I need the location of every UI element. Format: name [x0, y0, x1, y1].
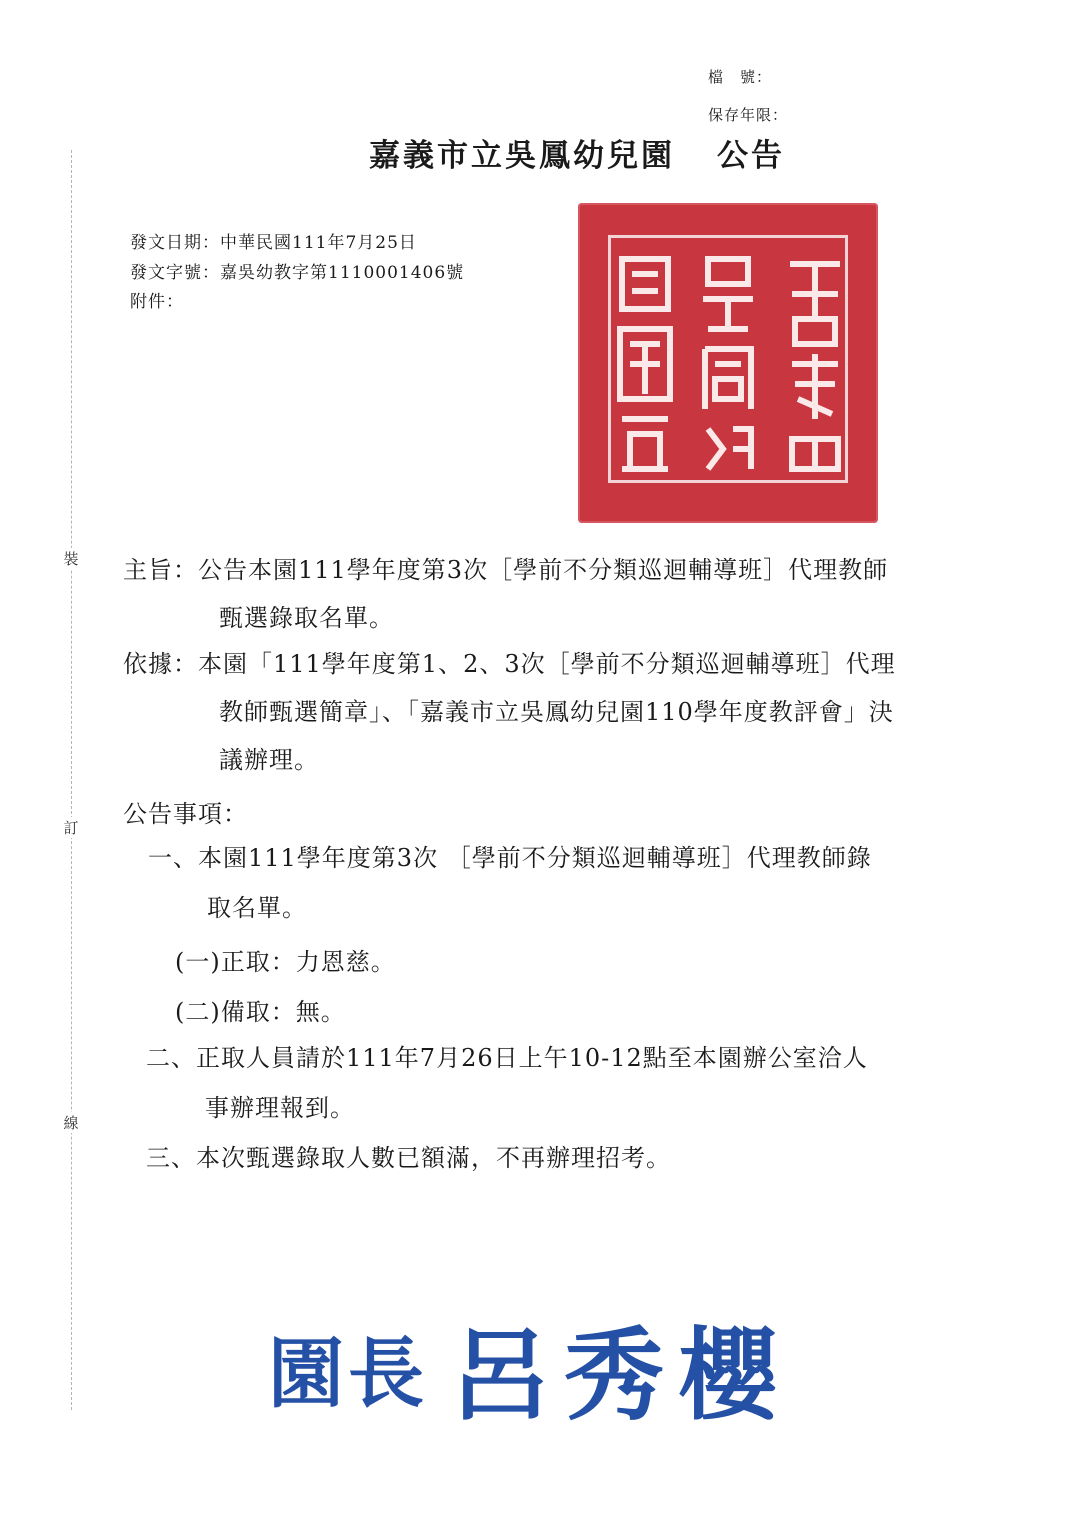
title-organization: 嘉義市立吳鳳幼兒園: [369, 138, 675, 174]
signature-title: 園長: [268, 1329, 428, 1418]
seal-text-col-3: [610, 249, 680, 499]
binding-char-ding: 訂: [58, 817, 84, 838]
notice-sub-2: (二)備取：無。: [175, 998, 346, 1026]
binding-char-xian: 線: [58, 1112, 84, 1133]
notice-item-1-line-2: 取名單。: [207, 894, 307, 922]
binding-char-zhuang: 裝: [58, 548, 84, 569]
seal-glyphs-middle: [693, 249, 763, 479]
notice-item-2-line-2: 事辦理報到。: [205, 1094, 355, 1122]
basis-line-1: 依據：本園「111學年度第1、2、3次［學前不分類巡迴輔導班］代理: [123, 650, 896, 678]
attachment-label: 附件：: [130, 292, 184, 312]
subject-line-1: 主旨：公告本園111學年度第3次［學前不分類巡迴輔導班］代理教師: [123, 556, 889, 584]
signature-name: 呂秀櫻: [450, 1317, 792, 1434]
notice-item-2-line-1: 二、正取人員請於111年7月26日上午10-12點至本園辦公室洽人: [146, 1044, 868, 1072]
title-doc-type: 公告: [717, 138, 785, 174]
basis-line-3: 議辦理。: [219, 746, 319, 774]
notice-item-1-line-1: 一、本園111學年度第3次 ［學前不分類巡迴輔導班］代理教師錄: [148, 844, 872, 872]
retention-period-label: 保存年限：: [708, 106, 789, 124]
director-signature-stamp: [0, 1295, 1074, 1434]
seal-text-col-1: [780, 249, 850, 499]
document-title: [0, 130, 1074, 175]
seal-glyphs-right: [780, 249, 850, 479]
subject-line-2: 甄選錄取名單。: [219, 604, 394, 632]
basis-line-2: 教師甄選簡章」、「嘉義市立吳鳳幼兒園110學年度教評會」決: [219, 698, 894, 726]
file-number-label: 檔 號：: [708, 68, 773, 86]
seal-text-col-2: [693, 249, 763, 499]
document-number: 發文字號：嘉吳幼教字第1110001406號: [130, 263, 465, 283]
official-seal: [578, 203, 878, 523]
notice-sub-1: (一)正取：力恩慈。: [175, 948, 396, 976]
seal-glyphs-left: [610, 249, 680, 479]
notice-heading: 公告事項：: [123, 800, 248, 828]
issue-date: 發文日期：中華民國111年7月25日: [130, 233, 417, 253]
notice-item-3: 三、本次甄選錄取人數已額滿，不再辦理招考。: [146, 1144, 671, 1172]
binding-margin-line: [71, 150, 72, 1410]
